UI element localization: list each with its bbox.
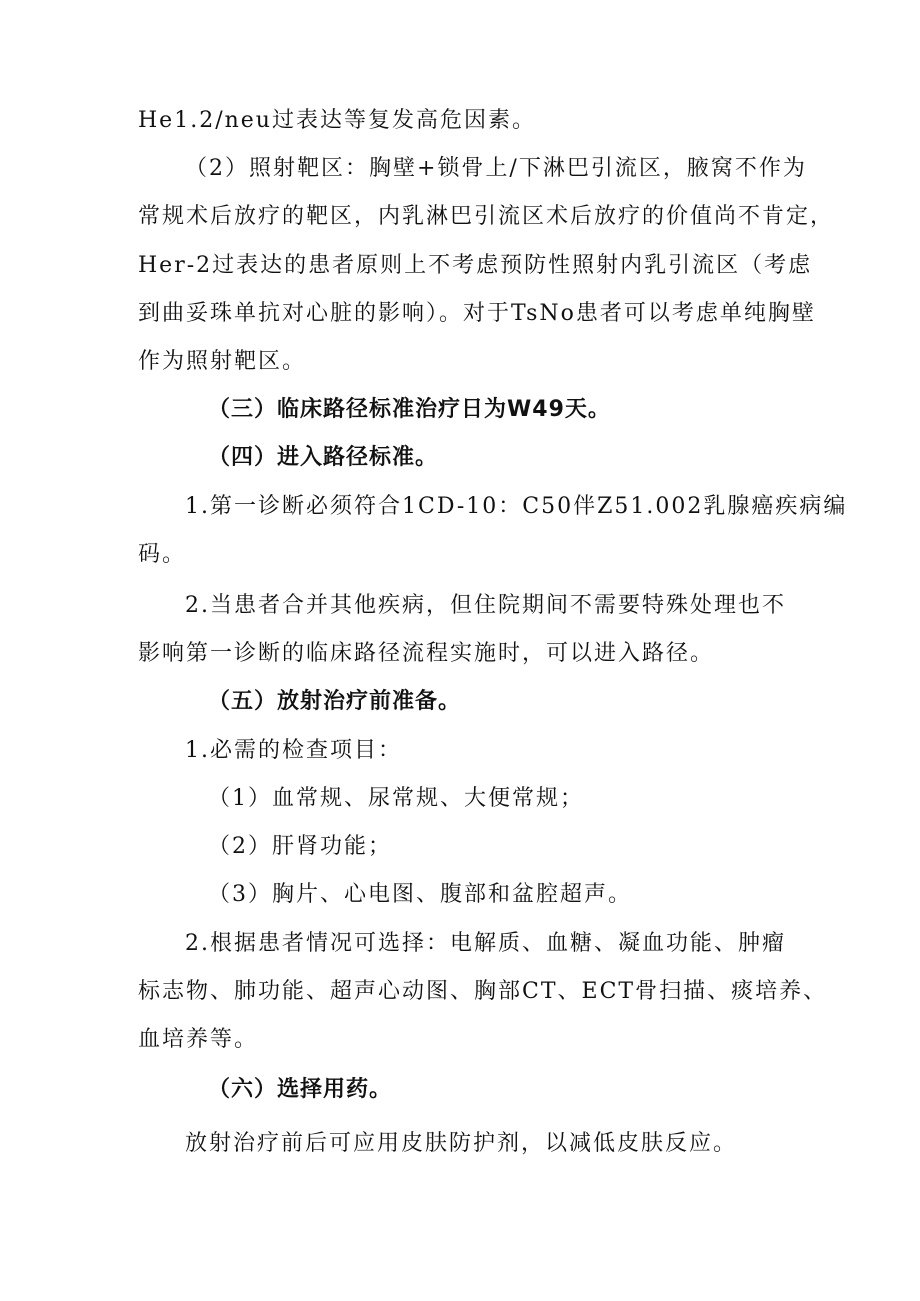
paragraph-line: 作为照射靶区。 <box>138 349 307 374</box>
paragraph-line: 到曲妥珠单抗对心脏的影响）。对于TsNo患者可以考虑单纯胸壁 <box>138 301 816 326</box>
section-heading: （五）放射治疗前准备。 <box>208 689 462 714</box>
list-item: （2）肝肾功能； <box>208 834 392 859</box>
paragraph-line: （2）照射靶区：胸壁+锁骨上/下淋巴引流区，腋窝不作为 <box>185 156 807 181</box>
paragraph-line: 1.第一诊断必须符合1CD-10：C50伴Z51.002乳腺癌疾病编 <box>185 494 848 519</box>
paragraph-line: 标志物、肺功能、超声心动图、胸部CT、ECT骨扫描、痰培养、 <box>138 979 828 1004</box>
list-item: （1）血常规、尿常规、大便常规； <box>208 786 584 811</box>
paragraph-line: 放射治疗前后可应用皮肤防护剂，以减低皮肤反应。 <box>185 1131 738 1156</box>
section-heading: （三）临床路径标准治疗日为W49天。 <box>208 397 611 422</box>
paragraph-line: 影响第一诊断的临床路径流程实施时，可以进入路径。 <box>138 641 715 666</box>
paragraph-line: He1.2/neu过表达等复发高危因素。 <box>138 108 536 133</box>
paragraph-line: 1.必需的检查项目： <box>185 738 402 763</box>
paragraph-line: 常规术后放疗的靶区，内乳淋巴引流区术后放疗的价值尚不肯定， <box>138 204 835 229</box>
list-item: （3）胸片、心电图、腹部和盆腔超声。 <box>208 882 632 907</box>
section-heading: （六）选择用药。 <box>208 1077 393 1102</box>
paragraph-line: Her-2过表达的患者原则上不考虑预防性照射内乳引流区（考虑 <box>138 253 813 278</box>
paragraph-line: 2.当患者合并其他疾病，但住院期间不需要特殊处理也不 <box>185 593 786 618</box>
section-heading: （四）进入路径标准。 <box>208 445 439 470</box>
paragraph-line: 码。 <box>138 542 187 567</box>
paragraph-line: 2.根据患者情况可选择：电解质、血糖、凝血功能、肿瘤 <box>185 931 786 956</box>
paragraph-line: 血培养等。 <box>138 1027 259 1052</box>
